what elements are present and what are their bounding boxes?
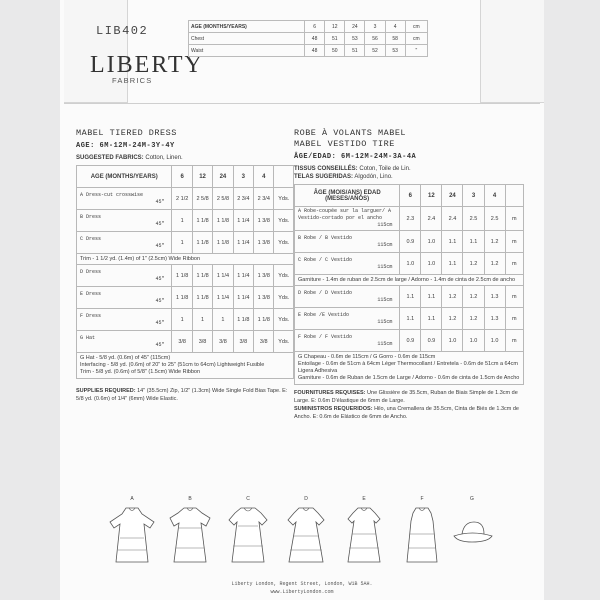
footer-website: www.LibertyLondon.com	[270, 589, 334, 595]
dress-d-drawing	[278, 504, 334, 566]
yardage-table-head: AGE (MONTHS/YEARS)	[77, 166, 172, 188]
yardage-value: 1.0	[442, 330, 463, 352]
garment-view-cell	[295, 207, 400, 231]
yardage-value: 1 3/8	[254, 232, 274, 254]
size-age: 12	[325, 21, 345, 33]
garment-view-name: B Robe / B Vestido	[298, 234, 353, 241]
size-value: 48	[305, 45, 325, 57]
yardage-value: 1.1	[442, 231, 463, 253]
yardage-value: 1.2	[463, 286, 484, 308]
yardage-row	[77, 188, 294, 210]
figure-b	[162, 496, 218, 571]
supplies-required	[76, 387, 294, 403]
yardage-value: 2 3/4	[254, 188, 274, 210]
yardage-value: 1.0	[421, 253, 442, 275]
yardage-value: 1.1	[442, 253, 463, 275]
yardage-value: 1.1	[463, 231, 484, 253]
figure-letter: B	[188, 496, 192, 502]
age-col: 4	[484, 185, 505, 207]
trim-text: Trim - 1 1/2 yd. (1.4m) of 1" (2.5cm) Wide Ribbon	[77, 254, 294, 265]
yardage-unit: Yds.	[274, 287, 294, 309]
figure-letter: D	[304, 496, 308, 502]
yardage-value: 1.2	[484, 253, 505, 275]
yardage-value: 2 5/8	[213, 188, 233, 210]
yardage-value: 2 5/8	[192, 188, 212, 210]
yardage-value: 1 1/4	[233, 287, 253, 309]
yardage-value: 0.9	[400, 330, 421, 352]
sumin-label: SUMINISTROS REQUERIDOS:	[294, 406, 373, 412]
yardage-unit: Yds.	[274, 309, 294, 331]
yardage-value: 2 1/2	[172, 188, 192, 210]
yardage-unit: Yds.	[274, 232, 294, 254]
size-age: 24	[345, 21, 365, 33]
pattern-title-es: MABEL VESTIDO TIRE	[294, 139, 395, 149]
suministros-requeridos	[294, 405, 524, 421]
pattern-title-fr: ROBE À VOLANTS MABEL	[294, 128, 407, 138]
age-col: 12	[421, 185, 442, 207]
garment-view-name: F Dress	[80, 312, 102, 319]
pattern-ages-fr-es: ÂGE/EDAD: 6M-12M-24M-3A-4A	[294, 153, 417, 161]
pattern-code: LIB402	[96, 24, 149, 38]
yardage-row	[295, 253, 524, 275]
note-line: Interfacing - 5/8 yd. (0.6m) of 20" to 25" (51cm to 64cm) Lightweight Fusible	[80, 362, 265, 368]
age-col: 6	[172, 166, 192, 188]
yardage-value: 1.0	[421, 231, 442, 253]
note-line: Trim - 5/8 yd. (0.6m) of 5/8" (1.5cm) Wide Ribbon	[80, 369, 201, 375]
telas-text: Algodón, Lino.	[354, 174, 393, 180]
yardage-value: 3/8	[192, 331, 212, 353]
fournitures-requises	[294, 389, 524, 405]
fabric-width: 45"	[155, 220, 165, 227]
note-line: Entoilage - 0.6m de 51cm à 64cm Léger Thermocollant / Entretela - 0.6m de 51cm a 64cm Ligera Adhesiva	[298, 361, 519, 374]
fabrics-label: SUGGESTED FABRICS:	[76, 155, 144, 161]
suggested-fabrics	[76, 154, 294, 162]
size-value: 53	[385, 45, 405, 57]
unit-col	[274, 166, 294, 188]
supplies-text: 14" (35.5cm) Zip, 1/2" (1.3cm) Wide Single Fold Bias Tape. E: 5/8 yd. (0.6m) of 1/4" (6mm) Wide Elastic.	[76, 388, 288, 402]
garment-view-cell	[77, 232, 172, 254]
supplies-label: SUPPLIES REQUIRED:	[76, 388, 136, 394]
dress-e-drawing	[336, 504, 392, 566]
tissus-text: Coton, Toile de Lin.	[359, 166, 411, 172]
fabric-width: 45"	[155, 198, 165, 205]
garment-view-name: C Robe / C Vestido	[298, 256, 353, 263]
yardage-value: 3/8	[233, 331, 253, 353]
yardage-value: 3/8	[254, 331, 274, 353]
fabric-width: 115cm	[377, 263, 393, 270]
yardage-row	[295, 308, 524, 330]
yardage-value: 0.9	[421, 330, 442, 352]
yardage-value: 2.5	[463, 207, 484, 231]
yardage-row	[77, 210, 294, 232]
hat-notes	[76, 353, 294, 379]
garment-view-cell	[295, 253, 400, 275]
trim-row	[77, 254, 294, 265]
yardage-row	[77, 309, 294, 331]
yardage-value: 1.3	[484, 286, 505, 308]
yardage-value: 1.2	[484, 231, 505, 253]
tissus-conseilles	[294, 165, 524, 173]
age-col: 4	[254, 166, 274, 188]
age-col: 6	[400, 185, 421, 207]
figure-g	[448, 496, 496, 571]
pattern-ages: AGE: 6M-12M-24M-3Y-4Y	[76, 142, 175, 150]
age-col: 12	[192, 166, 212, 188]
body-size-table	[188, 20, 428, 57]
yardage-value: 1.2	[463, 253, 484, 275]
french-spanish-column	[294, 128, 524, 421]
yardage-table	[76, 165, 294, 353]
yardage-row	[77, 265, 294, 287]
yardage-value: 1.0	[484, 330, 505, 352]
yardage-value: 1 1/4	[213, 287, 233, 309]
envelope-fold-line	[64, 103, 540, 104]
note-line: Garniture - 0.6m de Ruban de 1.5cm de Large / Adorno - 0.6m de cinta de 1.5cm de Ancho	[298, 375, 520, 381]
yardage-unit: Yds.	[274, 210, 294, 232]
size-value: 58	[385, 33, 405, 45]
metrage-table	[294, 184, 524, 352]
size-value: 48	[305, 33, 325, 45]
yardage-unit: Yds.	[274, 265, 294, 287]
fabric-width: 45"	[155, 319, 165, 326]
tissus-label: TISSUS CONSEILLÉS:	[294, 166, 358, 172]
figure-e	[336, 496, 392, 571]
yardage-value: 1 1/8	[254, 309, 274, 331]
fourn-text: Une Glissière de 35.5cm, Ruban de Biais Simple de 1.3cm de Large. E: 0.6m D'élastique de 6mm de Large.	[294, 390, 518, 404]
footer-address: Liberty London, Regent Street, London, W1B 5AH.	[231, 581, 373, 587]
garment-view-name: A Dress-cut crosswise	[80, 191, 144, 198]
yardage-unit: Yds.	[274, 188, 294, 210]
figure-d	[278, 496, 334, 571]
yardage-value: 2.5	[484, 207, 505, 231]
age-col: 3	[233, 166, 253, 188]
chapeau-notes	[294, 352, 524, 385]
garment-view-name: E Dress	[80, 290, 102, 297]
yardage-value: 1.2	[442, 308, 463, 330]
garment-view-cell	[295, 330, 400, 352]
garment-view-name: G Hat	[80, 334, 96, 341]
age-col: 3	[463, 185, 484, 207]
yardage-value: 1.3	[484, 308, 505, 330]
english-column	[76, 128, 294, 403]
telas-sugeridas	[294, 173, 524, 181]
size-unit: cm	[405, 21, 427, 33]
figure-c	[220, 496, 276, 571]
brand-subtitle: FABRICS	[112, 76, 153, 85]
yardage-value: 1.2	[442, 286, 463, 308]
size-table-age-label: AGE (MONTHS/YEARS)	[189, 21, 305, 33]
yardage-unit: m	[505, 330, 523, 352]
garment-view-name: F Robe / F Vestido	[298, 333, 353, 340]
fabric-width: 115cm	[377, 296, 393, 303]
yardage-value: 0.9	[400, 231, 421, 253]
dress-c-drawing	[220, 504, 276, 566]
footer	[60, 580, 544, 596]
garment-view-cell	[77, 331, 172, 353]
fourn-label: FOURNITURES REQUISES:	[294, 390, 366, 396]
yardage-value: 1 3/8	[254, 265, 274, 287]
fabrics-text: Cotton, Linen.	[145, 155, 183, 161]
size-age: 4	[385, 21, 405, 33]
trim-row	[295, 275, 524, 286]
yardage-unit: m	[505, 231, 523, 253]
yardage-value: 2.4	[442, 207, 463, 231]
note-line: G Chapeau - 0.6m de 115cm / G Gorro - 0.6m de 115cm	[298, 354, 436, 360]
garment-view-name: D Dress	[80, 268, 102, 275]
fabric-width: 115cm	[377, 318, 393, 325]
garment-view-name: E Robe /E Vestido	[298, 311, 350, 318]
yardage-value: 1.2	[463, 308, 484, 330]
yardage-value: 3/8	[172, 331, 192, 353]
figure-a	[104, 496, 160, 571]
yardage-value: 1	[192, 309, 212, 331]
yardage-row	[295, 231, 524, 253]
size-age: 3	[365, 21, 385, 33]
yardage-value: 1	[172, 309, 192, 331]
garment-view-cell	[295, 308, 400, 330]
garment-view-name: B Dress	[80, 213, 102, 220]
hat-g-drawing	[448, 504, 496, 566]
figure-letter: C	[246, 496, 250, 502]
size-value: 50	[325, 45, 345, 57]
yardage-value: 1 1/4	[233, 210, 253, 232]
yardage-value: 1.1	[400, 308, 421, 330]
fabric-width: 45"	[155, 242, 165, 249]
yardage-value: 1.0	[463, 330, 484, 352]
yardage-row	[77, 331, 294, 353]
garment-view-cell	[77, 210, 172, 232]
yardage-unit: m	[505, 253, 523, 275]
fabric-width: 115cm	[377, 241, 393, 248]
yardage-unit: Yds.	[274, 331, 294, 353]
yardage-value: 1 3/8	[254, 287, 274, 309]
telas-label: TELAS SUGERIDAS:	[294, 174, 354, 180]
yardage-row	[295, 207, 524, 231]
size-row-label: Chest	[189, 33, 305, 45]
size-value: 52	[365, 45, 385, 57]
yardage-value: 1 3/8	[254, 210, 274, 232]
yardage-value: 1 1/4	[233, 265, 253, 287]
yardage-value: 2.4	[421, 207, 442, 231]
garment-view-name: C Dress	[80, 235, 102, 242]
garment-view-cell	[295, 231, 400, 253]
dress-b-drawing	[162, 504, 218, 566]
metrage-table-head: ÂGE (MOIS/ANS) EDAD (MESES/AÑOS)	[295, 185, 400, 207]
yardage-unit: m	[505, 308, 523, 330]
yardage-unit: m	[505, 286, 523, 308]
garment-view-cell	[77, 188, 172, 210]
yardage-value: 1 1/4	[233, 232, 253, 254]
yardage-value: 1 1/8	[192, 287, 212, 309]
yardage-value: 1.0	[400, 253, 421, 275]
yardage-value: 1 1/8	[213, 210, 233, 232]
envelope-flap-right	[480, 0, 544, 103]
age-col: 24	[442, 185, 463, 207]
yardage-value: 1 1/8	[172, 287, 192, 309]
yardage-value: 1.1	[421, 308, 442, 330]
yardage-value: 1	[172, 232, 192, 254]
garment-view-cell	[77, 309, 172, 331]
garment-illustrations	[104, 496, 504, 576]
size-age: 6	[305, 21, 325, 33]
size-value: 56	[365, 33, 385, 45]
fabric-width: 45"	[155, 275, 165, 282]
figure-letter: E	[362, 496, 366, 502]
garment-view-cell	[77, 265, 172, 287]
yardage-row	[295, 286, 524, 308]
size-value: 51	[345, 45, 365, 57]
figure-letter: A	[130, 496, 134, 502]
yardage-row	[77, 232, 294, 254]
brand-logo: LIBERTY	[90, 52, 204, 78]
figure-letter: G	[470, 496, 474, 502]
yardage-row	[77, 287, 294, 309]
pattern-title: MABEL TIERED DRESS	[76, 128, 177, 138]
envelope-header	[90, 20, 432, 85]
figure-letter: F	[420, 496, 424, 502]
note-line: G Hat - 5/8 yd. (0.6m) of 45" (115cm)	[80, 355, 171, 361]
yardage-value: 1.1	[421, 286, 442, 308]
fabric-width: 115cm	[377, 340, 393, 347]
yardage-value: 2 3/4	[233, 188, 253, 210]
fabric-width: 115cm	[377, 222, 393, 228]
yardage-value: 1.1	[400, 286, 421, 308]
fabric-width: 45"	[155, 297, 165, 304]
trim-text: Garniture - 1.4m de ruban de 2.5cm de large / Adorno - 1.4m de cinta de 2.5cm de ancho	[295, 275, 524, 286]
yardage-value: 1 1/4	[213, 265, 233, 287]
size-value: 53	[345, 33, 365, 45]
size-unit: cm	[405, 33, 427, 45]
garment-view-name: A Robe-coupée sur la larguer/ A Vestido-cortado por el ancho	[298, 208, 392, 221]
size-unit: "	[405, 45, 427, 57]
yardage-value: 1 1/8	[192, 232, 212, 254]
yardage-value: 1 1/8	[213, 232, 233, 254]
yardage-value: 1 1/8	[192, 265, 212, 287]
yardage-unit: m	[505, 207, 523, 231]
yardage-value: 1 1/8	[172, 265, 192, 287]
garment-view-name: D Robe / D Vestido	[298, 289, 353, 296]
figure-f	[394, 496, 450, 571]
yardage-value: 2.3	[400, 207, 421, 231]
garment-view-cell	[295, 286, 400, 308]
sumin-text: Hilo, una Cremallera de 35.5cm, Cinta de Biés de 1.3cm de Ancho. E: 0.6m de Elástico de 6mm de Ancho.	[294, 406, 519, 420]
fabric-width: 45"	[155, 341, 165, 348]
garment-view-cell	[77, 287, 172, 309]
size-row-label: Waist	[189, 45, 305, 57]
dress-f-drawing	[394, 504, 450, 566]
yardage-value: 1	[213, 309, 233, 331]
unit-col	[505, 185, 523, 207]
yardage-value: 3/8	[213, 331, 233, 353]
size-value: 51	[325, 33, 345, 45]
yardage-value: 1 1/8	[192, 210, 212, 232]
age-col: 24	[213, 166, 233, 188]
yardage-value: 1	[172, 210, 192, 232]
dress-a-drawing	[104, 504, 160, 566]
yardage-value: 1 1/8	[233, 309, 253, 331]
yardage-row	[295, 330, 524, 352]
